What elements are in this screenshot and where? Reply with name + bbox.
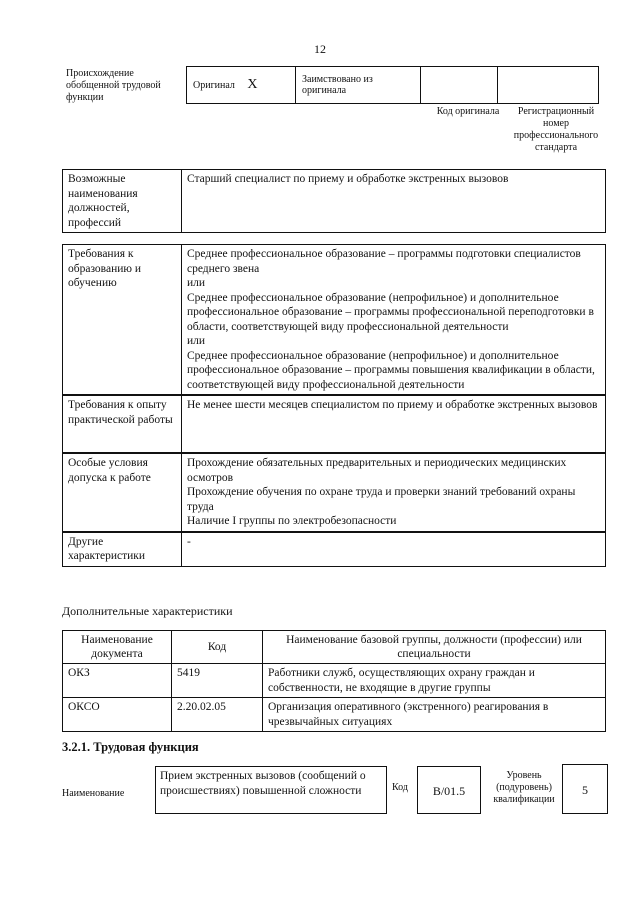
education-line: Среднее профессиональное образование (непрофильное) и дополнительное профессиональное образование – программы повышения квалификации в области, соответствующей виду профессиональной деятельности — [187, 349, 595, 391]
table-row — [63, 532, 606, 567]
additional-title: Дополнительные характеристики — [62, 604, 233, 618]
code-original-label: Код оригинала — [436, 106, 500, 117]
other-line: - — [187, 535, 191, 548]
labor-function-name-label: Наименование — [62, 788, 125, 799]
table-header-row — [63, 631, 606, 664]
labor-function-code-value: B/01.5 — [417, 766, 481, 814]
row-name: Работники служб, осуществляющих охрану граждан и собственности, не входящие в другие группы — [263, 664, 606, 698]
header-name: Наименование базовой группы, должности (профессии) или специальности — [263, 631, 606, 664]
header-code: Код — [172, 631, 263, 664]
labor-function-title: 3.2.1. Трудовая функция — [62, 740, 199, 754]
experience-value — [182, 395, 606, 453]
borrowed-label: Заимствовано из оригинала — [302, 74, 373, 96]
reg-number-label: Регистрационный номер профессионального стандарта — [513, 106, 599, 153]
education-line: Среднее профессиональное образование – программы подготовки специалистов среднего звена — [187, 248, 581, 275]
table-row — [63, 698, 606, 732]
table-row — [63, 453, 606, 532]
table-row — [63, 664, 606, 698]
education-label: Требования к образованию и обучению — [63, 245, 182, 396]
requirements-table — [62, 244, 606, 567]
labor-function-level-value: 5 — [562, 764, 608, 814]
education-line: Среднее профессиональное образование (непрофильное) и дополнительное профессиональное образование – программы профессиональной переподготовки в области, соответствующей виду профессиональной деятельности — [187, 291, 594, 333]
labor-function-level-label: Уровень (подуровень) квалификации — [493, 770, 555, 805]
labor-function-name-value: Прием экстренных вызовов (сообщений о происшествиях) повышенной сложности — [155, 766, 387, 814]
row-doc: ОКСО — [63, 698, 172, 732]
education-value — [182, 245, 606, 396]
other-value — [182, 532, 606, 567]
admission-label: Особые условия допуска к работе — [63, 453, 182, 532]
header-doc: Наименование документа — [63, 631, 172, 664]
borrowed-cell — [296, 67, 421, 104]
additional-table — [62, 630, 606, 732]
original-cell — [187, 67, 296, 104]
row-name: Организация оперативного (экстренного) реагирования в чрезвычайных ситуациях — [263, 698, 606, 732]
education-line: или — [187, 277, 206, 289]
row-code: 2.20.02.05 — [172, 698, 263, 732]
admission-line: Наличие I группы по электробезопасности — [187, 515, 397, 527]
positions-value: Старший специалист по приему и обработке экстренных вызовов — [182, 170, 606, 233]
experience-label: Требования к опыту практической работы — [63, 395, 182, 453]
positions-table — [62, 169, 606, 233]
code-original-cell — [421, 67, 498, 104]
original-label: Оригинал — [193, 80, 235, 91]
admission-line: Прохождение обучения по охране труда и проверки знаний требований охраны труда — [187, 486, 576, 513]
origin-label: Происхождение обобщенной трудовой функции — [66, 68, 161, 103]
admission-value — [182, 453, 606, 532]
page-number: 12 — [314, 42, 326, 56]
positions-label: Возможные наименования должностей, профессий — [63, 170, 182, 233]
experience-line: Не менее шести месяцев специалистом по приему и обработке экстренных вызовов — [187, 399, 598, 411]
other-label: Другие характеристики — [63, 532, 182, 567]
table-row — [63, 245, 606, 396]
admission-line: Прохождение обязательных предварительных и периодических медицинских осмотров — [187, 457, 567, 484]
row-doc: ОКЗ — [63, 664, 172, 698]
education-line: или — [187, 335, 206, 347]
labor-function-code-label: Код — [392, 782, 408, 793]
origin-table — [186, 66, 599, 104]
reg-number-cell — [498, 67, 599, 104]
table-row — [63, 395, 606, 453]
original-mark: X — [247, 77, 258, 92]
row-code: 5419 — [172, 664, 263, 698]
